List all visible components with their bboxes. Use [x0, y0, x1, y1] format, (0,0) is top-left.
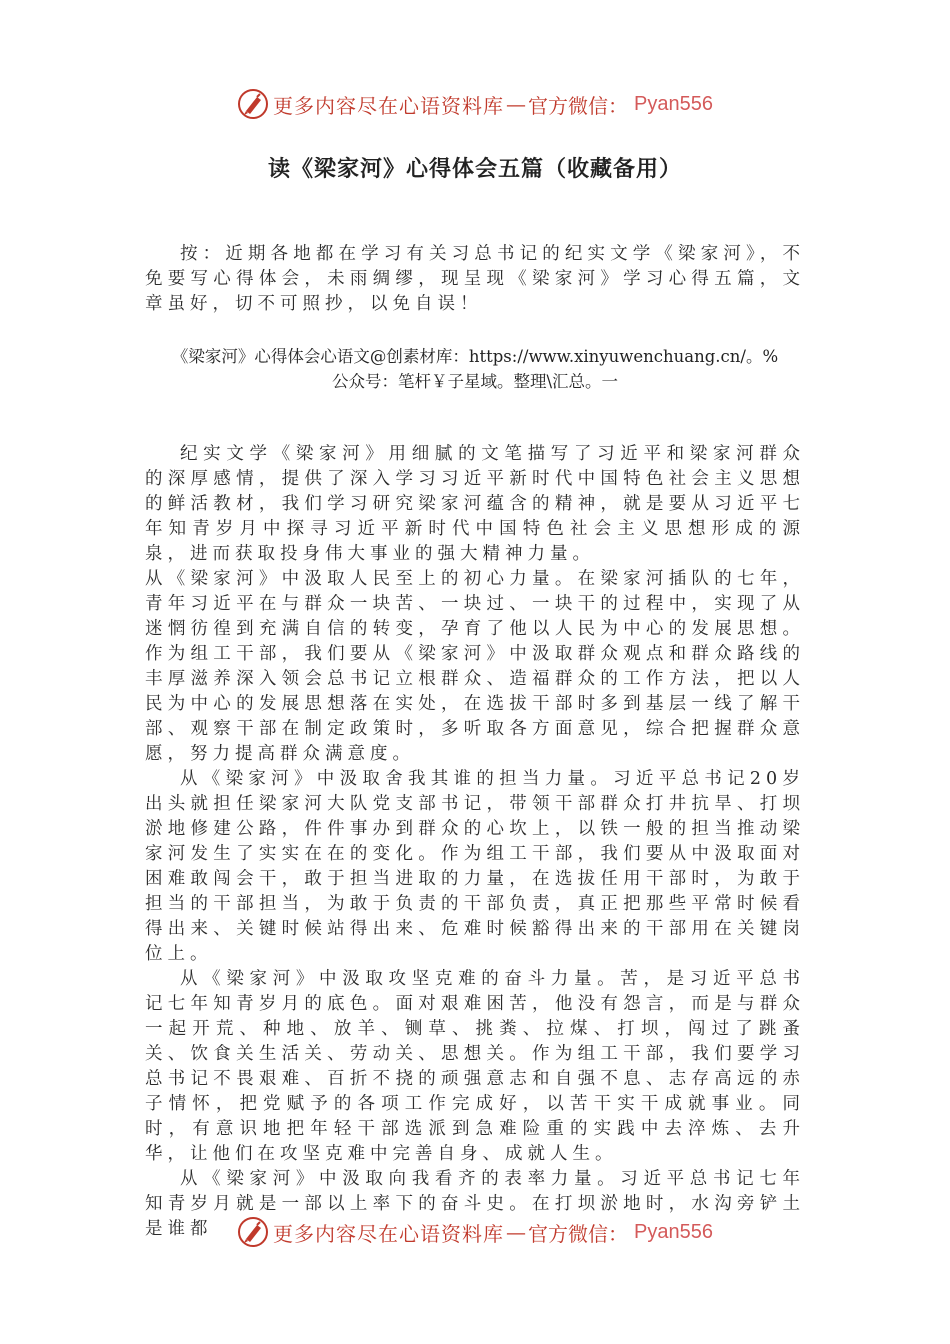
banner-wechat-id: Pyan556 [634, 92, 713, 115]
banner-dash: — [506, 1220, 527, 1244]
banner-wechat-label: 官方微信： [528, 93, 629, 118]
header-watermark-banner [0, 84, 950, 124]
banner-wechat-label: 官方微信： [528, 1221, 629, 1246]
paragraph: 从《梁家河》中汲取舍我其谁的担当力量。习近平总书记20岁出头就担任梁家河大队党支部书记，带领干部群众打井抗旱、打坝淤地修建公路，件件事办到群众的心坎上，以铁一般的担当推动梁家河发生了实实在在的变化。作为组工干部，我们要从中汲取面对困难敢闯会干，敢于担当进取的力量，在选拔任用干部时，为敢于担当的干部担当，为敢于负责的干部负责，真正把那些平常时候看得出来、关键时候站得出来、危难时候豁得出来的干部用在关键岗位上。 [145, 769, 805, 964]
paragraph: 从《梁家河》中汲取向我看齐的表率力量。习近平总书记七年知青岁月就是一部以上率下的奋斗史。在打坝淤地时，水沟旁铲土是谁都 [145, 1169, 805, 1239]
source-line-1: 《梁家河》心得体会心语文@创素材库：https://www.xinyuwenchuang.cn/。% [171, 347, 779, 366]
paragraph: 从《梁家河》中汲取攻坚克难的奋斗力量。苦，是习近平总书记七年知青岁月的底色。面对艰难困苦，他没有怨言，而是与群众一起开荒、种地、放羊、铡草、挑粪、拉煤、打坝，闯过了跳蚤关、饮食关生活关、劳动关、思想关。作为组工干部，我们要学习总书记不畏艰难、百折不挠的顽强意志和自强不息、志存高远的赤子情怀，把党赋予的各项工作完成好，以苦干实干成就事业。同时，有意识地把年轻干部选派到急难险重的实践中去淬炼、去升华，让他们在攻坚克难中完善自身、成就人生。 [145, 969, 805, 1164]
pen-nib-logo-icon [237, 1216, 269, 1248]
article-body [145, 442, 805, 1242]
source-info [145, 344, 805, 394]
banner-text: 更多内容尽在心语资料库 [273, 1221, 505, 1246]
banner-dash: — [506, 92, 527, 116]
editor-note: 按：近期各地都在学习有关习总书记的纪实文学《梁家河》，不免要写心得体会，未雨绸缪，现呈现《梁家河》学习心得五篇，文章虽好，切不可照抄，以免自误！ [145, 244, 805, 314]
source-line-2: 公众号：笔杆￥子星域。整理\汇总。一 [331, 372, 619, 391]
banner-text: 更多内容尽在心语资料库 [273, 93, 505, 118]
paragraph: 纪实文学《梁家河》用细腻的文笔描写了习近平和梁家河群众的深厚感情，提供了深入学习习近平新时代中国特色社会主义思想的鲜活教材，我们学习研究梁家河蕴含的精神，就是要从习近平七年知青岁月中探寻习近平新时代中国特色社会主义思想形成的源泉，进而获取投身伟大事业的强大精神力量。 [145, 444, 805, 564]
footer-watermark-banner [0, 1212, 950, 1252]
page-title: 读《梁家河》心得体会五篇（收藏备用） [267, 157, 682, 182]
banner-wechat-id: Pyan556 [634, 1220, 713, 1243]
paragraph: 从《梁家河》中汲取人民至上的初心力量。在梁家河插队的七年，青年习近平在与群众一块苦、一块过、一块干的过程中，实现了从迷惘彷徨到充满自信的转变，孕育了他以人民为中心的发展思想。作为组工干部，我们要从《梁家河》中汲取群众观点和群众路线的丰厚滋养深入领会总书记立根群众、造福群众的工作方法，把以人民为中心的发展思想落在实处，在选拔干部时多到基层一线了解干部、观察干部在制定政策时，多听取各方面意见，综合把握群众意愿，努力提高群众满意度。 [145, 569, 805, 764]
pen-nib-logo-icon [237, 88, 269, 120]
